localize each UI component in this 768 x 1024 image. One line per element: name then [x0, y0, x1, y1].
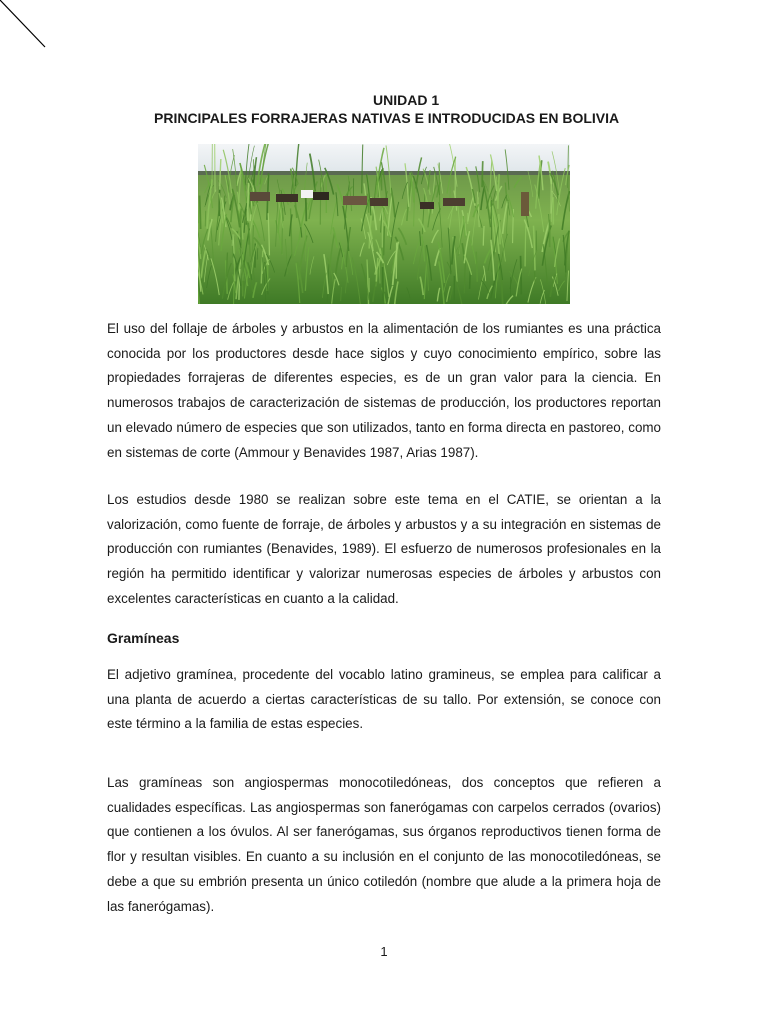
page-number: 1	[380, 944, 388, 959]
paragraph-forage-use: El uso del follaje de árboles y arbustos en la alimentación de los rumiantes es una práctica conocida por los productores desde hace siglos y cuyo conocimiento empírico, sobre las propiedades forrajeras de diferentes especies, es de un gran valor para la ciencia. En numerosos trabajos de caracterización de sistemas de producción, los productores reportan un elevado número de especies que son utilizados, tanto en forma directa en pastoreo, como en sistemas de corte (Ammour y Benavides 1987, Arias 1987).	[107, 321, 661, 460]
grass-field-photo	[198, 144, 570, 304]
page-corner-line	[0, 0, 48, 50]
paragraph-angiospermas: Las gramíneas son angiospermas monocotiledóneas, dos conceptos que refieren a cualidades específicas. Las angiospermas son fanerógamas con carpelos cerrados (ovarios) que contienen a los óvulos. Al ser fanerógamas, sus órganos reproductivos tienen forma de flor y resultan visibles. En cuanto a su inclusión en el conjunto de las monocotiledóneas, se debe a que su embrión presenta un único cotiledón (nombre que alude a la primera hoja de las fanerógamas).	[107, 775, 661, 914]
paragraph-graminea-definition: El adjetivo gramínea, procedente del vocablo latino gramineus, se emplea para calificar a una planta de acuerdo a ciertas características de su tallo. Por extensión, se conoce con este término a la familia de estas especies.	[107, 667, 661, 732]
fence-post	[521, 192, 529, 216]
section-heading-gramineas: Gramíneas	[107, 630, 180, 646]
unit-label: UNIDAD 1	[373, 92, 440, 108]
unit-title: PRINCIPALES FORRAJERAS NATIVAS E INTRODUCIDAS EN BOLIVIA	[154, 110, 620, 126]
paragraph-catie-studies: Los estudios desde 1980 se realizan sobre este tema en el CATIE, se orientan a la valorización, como fuente de forraje, de árboles y arbustos y a su integración en sistemas de producción con rumiantes (Benavides, 1989). El esfuerzo de numerosos profesionales en la región ha permitido identificar y valorizar numerosas especies de árboles y arbustos con excelentes características en cuanto a la calidad.	[107, 492, 661, 606]
